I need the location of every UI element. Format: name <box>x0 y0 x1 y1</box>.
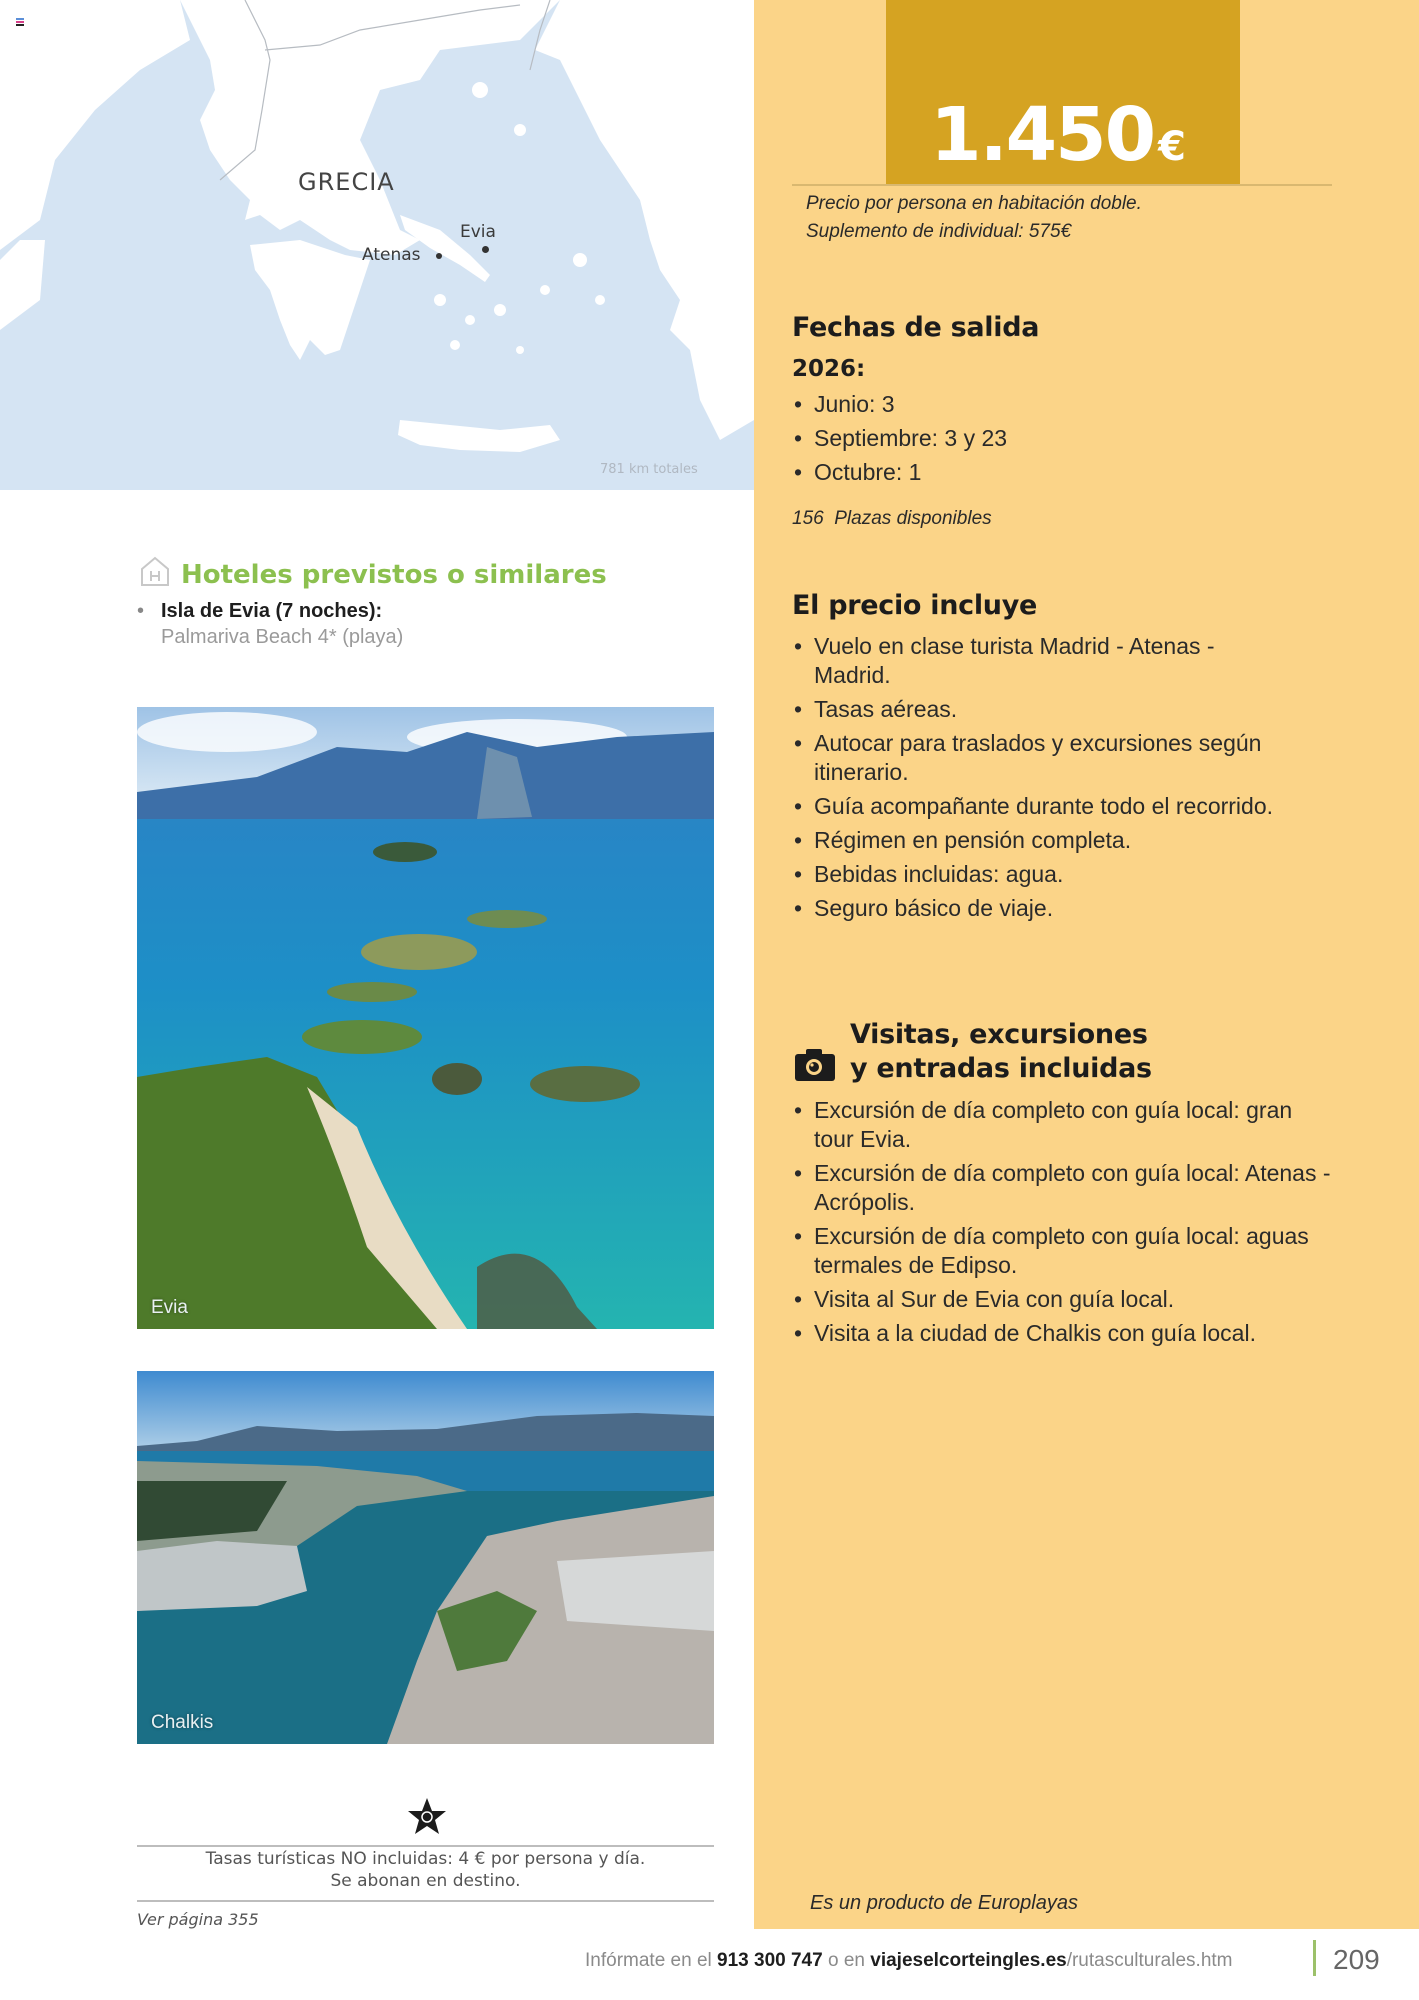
footer-contact <box>585 1950 1233 1972</box>
hotel-location: Isla de Evia (7 noches): <box>161 600 383 622</box>
map-city-atenas: Atenas <box>362 245 421 265</box>
departures-list <box>794 390 1294 492</box>
price-divider <box>792 184 1332 186</box>
footer-phone[interactable]: 913 300 747 <box>717 1950 823 1971</box>
departure-item: • Junio: 3 <box>794 390 1294 419</box>
hotels-heading <box>139 555 607 594</box>
visits-item: • Excursión de día completo con guía local: aguas termales de Edipso. <box>794 1222 1334 1280</box>
footer-prefix: Infórmate en el <box>585 1950 718 1971</box>
map-country-label: GRECIA <box>298 168 395 196</box>
tourist-tax-note <box>137 1848 714 1892</box>
price-note-double: Precio por persona en habitación doble. <box>806 193 1142 214</box>
see-page-link[interactable]: Ver página 355 <box>137 1910 259 1929</box>
photo-caption-chalkis: Chalkis <box>151 1712 214 1733</box>
departures-year: 2026: <box>792 356 866 382</box>
photo-caption-evia: Evia <box>151 1297 188 1318</box>
visits-item: • Visita a la ciudad de Chalkis con guía local. <box>794 1319 1334 1348</box>
color-bar-mark <box>16 18 24 28</box>
camera-icon <box>794 1048 836 1087</box>
info-panel <box>754 0 1419 1929</box>
price-currency: € <box>1158 124 1184 170</box>
footer-middle: o en <box>822 1950 871 1971</box>
footer-path[interactable]: /rutasculturales.htm <box>1066 1950 1233 1971</box>
map-scale-text: 781 km totales <box>600 462 698 477</box>
price-amount: 1.450 <box>930 92 1155 178</box>
hotel-name: Palmariva Beach 4* (playa) <box>161 626 404 648</box>
includes-item: • Autocar para traslados y excursiones según itinerario. <box>794 729 1274 787</box>
page-number: 209 <box>1333 1944 1380 1975</box>
photo-evia <box>137 707 714 1329</box>
includes-item: • Guía acompañante durante todo el recorrido. <box>794 792 1274 821</box>
includes-item: • Vuelo en clase turista Madrid - Atenas - Madrid. <box>794 632 1274 690</box>
hotel-icon <box>139 555 171 594</box>
notes-divider-bottom <box>137 1900 714 1902</box>
footer-separator <box>1313 1940 1316 1976</box>
tourist-tax-line2: Se abonan en destino. <box>330 1871 521 1891</box>
departures-title: Fechas de salida <box>792 312 1040 343</box>
departure-item: • Octubre: 1 <box>794 458 1294 487</box>
map-city-evia: Evia <box>460 222 496 242</box>
visits-title-line1: Visitas, excursiones <box>850 1019 1148 1050</box>
visits-item: • Excursión de día completo con guía local: Atenas - Acrópolis. <box>794 1159 1334 1217</box>
visits-title-line2: y entradas incluidas <box>850 1053 1152 1084</box>
hotels-title: Hoteles previstos o similares <box>181 559 607 590</box>
departure-item: • Septiembre: 3 y 23 <box>794 424 1294 453</box>
photo-chalkis <box>137 1371 714 1744</box>
includes-list <box>794 632 1274 928</box>
price-box <box>886 0 1240 184</box>
hotel-entry: • Isla de Evia (7 noches): Palmariva Beach 4* (playa) <box>137 600 404 648</box>
map-greece <box>0 0 754 490</box>
notes-divider-top <box>137 1845 714 1847</box>
visits-item: • Visita al Sur de Evia con guía local. <box>794 1285 1334 1314</box>
includes-item: • Tasas aéreas. <box>794 695 1274 724</box>
includes-title: El precio incluye <box>792 590 1038 621</box>
footer-site[interactable]: viajeselcorteingles.es <box>870 1950 1067 1971</box>
seats-available: 156 Plazas disponibles <box>792 508 992 529</box>
includes-item: • Seguro básico de viaje. <box>794 894 1274 923</box>
visits-item: • Excursión de día completo con guía local: gran tour Evia. <box>794 1096 1334 1154</box>
map-marker-evia <box>482 246 489 253</box>
map-marker-atenas <box>436 253 442 259</box>
price-value <box>930 92 1184 178</box>
star-badge-icon <box>407 1796 447 1841</box>
includes-item: • Régimen en pensión completa. <box>794 826 1274 855</box>
product-note: Es un producto de Europlayas <box>810 1892 1078 1914</box>
price-note-single-supplement: Suplemento de individual: 575€ <box>806 221 1072 242</box>
tourist-tax-line1: Tasas turísticas NO incluidas: 4 € por persona y día. <box>205 1849 646 1869</box>
includes-item: • Bebidas incluidas: agua. <box>794 860 1274 889</box>
visits-title <box>850 1018 1152 1086</box>
visits-list <box>794 1096 1334 1353</box>
